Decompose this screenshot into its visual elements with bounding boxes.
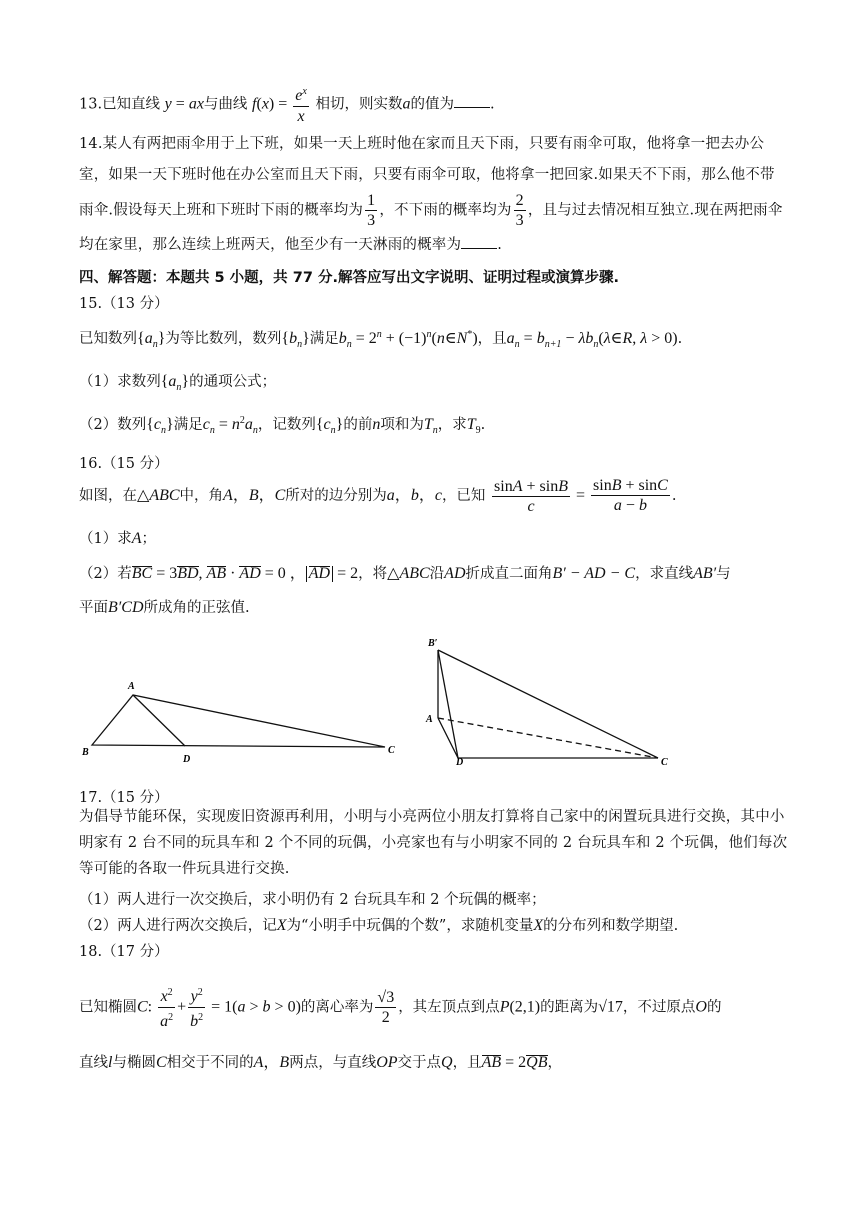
question-18-header: 18.（17 分） <box>79 944 169 960</box>
hidden-edge-ac <box>438 718 658 758</box>
answer-blank <box>461 236 497 249</box>
question-17-part-2: （2）两人进行两次交换后，记X为“小明手中玩偶的个数”，求随机变量X的分布列和数学期望. <box>79 917 679 934</box>
section-heading: 四、解答题：本题共 5 小题，共 77 分.解答应写出文字说明、证明过程或演算步骤. <box>79 270 619 286</box>
label-b-prime: B′ <box>428 638 438 649</box>
question-18-stem-cont: 直线l与椭圆C相交于不同的A，B两点，与直线OP交于点Q，且AB = 2QB， <box>79 1054 562 1071</box>
question-17-stem: 为倡导节能环保，实现废旧资源再利用，小明与小亮两位小朋友打算将自己家中的闲置玩具进行交换，其中小明家有 2 台不同的玩具车和 2 个不同的玩偶，小亮家也有与小明家不同的 2 台玩具车和 2 个玩偶，他们每次等可能的各取一件玩具进行交换. <box>79 809 788 877</box>
question-17-header: 17.（15 分） <box>79 790 169 806</box>
figure-folded-tetrahedron <box>420 632 680 772</box>
question-15-part-2: （2）数列$\{c_n\}$满足$c_n = n^2a_n$，记数列$\{c_n\}$的前n项和为$T_n$，求$T_9$. <box>79 415 486 436</box>
question-16-part-2: （2）若BC = 3BD, AB · AD = 0 ， AD = 2，将△ABC沿AD折成直二面角B′ − AD − C，求直线AB′与 <box>79 565 731 582</box>
figure-triangle-abc <box>70 675 400 770</box>
segment-ad <box>133 695 185 746</box>
label-c: C <box>661 757 668 768</box>
label-a: A <box>128 681 135 692</box>
triangle-outline <box>92 695 385 747</box>
question-16-part-1: （1）求A； <box>79 530 157 547</box>
question-16-stem: 如图，在△ABC中，角A，B，C所对的边分别为a，b，c，已知 $\frac{\sin A + \sin B}{c}$ = $\frac{\sin B + \sin C}{a - b}$ . <box>79 477 677 515</box>
label-c: C <box>388 745 395 756</box>
question-16-part-2-cont: 平面B′CD所成角的正弦值. <box>79 599 250 616</box>
question-18-stem: 已知椭圆C: $\frac{x^2}{a^2}$ + $\frac{y^2}{b^2}$ = 1(a > b > 0)的离心率为 $\frac{√3}{2}$ ，其左顶点到点P(2,1)的距离为√17，不过原点O的 <box>79 983 799 1032</box>
question-13: 13.已知直线 y = ax与曲线 f(x) = $\frac{e^x}{x}$ 相切，则实数a的值为 . <box>79 82 799 127</box>
label-a: A <box>426 714 433 725</box>
question-number: 13. <box>79 96 103 113</box>
question-14: 14.某人有两把雨伞用于上下班，如果一天上班时他在家而且天下雨，只要有雨伞可取，他将拿一把去办公室，如果一天下班时他在办公室而且天下雨，只要有雨伞可取，他将拿一把回家.如果天不下雨，那么他不带雨伞.假设每天上班和下班时下雨的概率均为 $\frac{1}{3}$ ，不下雨的概率均为 $\frac{2}{3}$ ，且与过去情况相互独立.现在两把雨伞均在家里，那么连续上班两天，他至少有一天淋雨的概率为 . <box>79 136 783 253</box>
answer-blank <box>454 95 490 108</box>
question-17-part-1: （1）两人进行一次交换后，求小明仍有 2 台玩具车和 2 个玩偶的概率； <box>79 892 546 908</box>
label-b: B <box>82 747 89 758</box>
label-d: D <box>183 754 191 765</box>
question-16-header: 16.（15 分） <box>79 456 169 472</box>
question-15-stem: 已知数列$\{a_n\}$为等比数列，数列$\{b_n\}$满足$b_n = 2^n$ + $(-1)^n(n\in N^*)$，且$a_n = b_{n+1}$ − $\lambda b_n(\lambda\in R$, λ > 0). <box>79 329 683 350</box>
label-d: D <box>456 757 464 768</box>
question-15-part-1: （1）求数列$\{a_n\}$的通项公式； <box>79 373 277 393</box>
question-15-header: 15.（13 分） <box>79 296 169 312</box>
